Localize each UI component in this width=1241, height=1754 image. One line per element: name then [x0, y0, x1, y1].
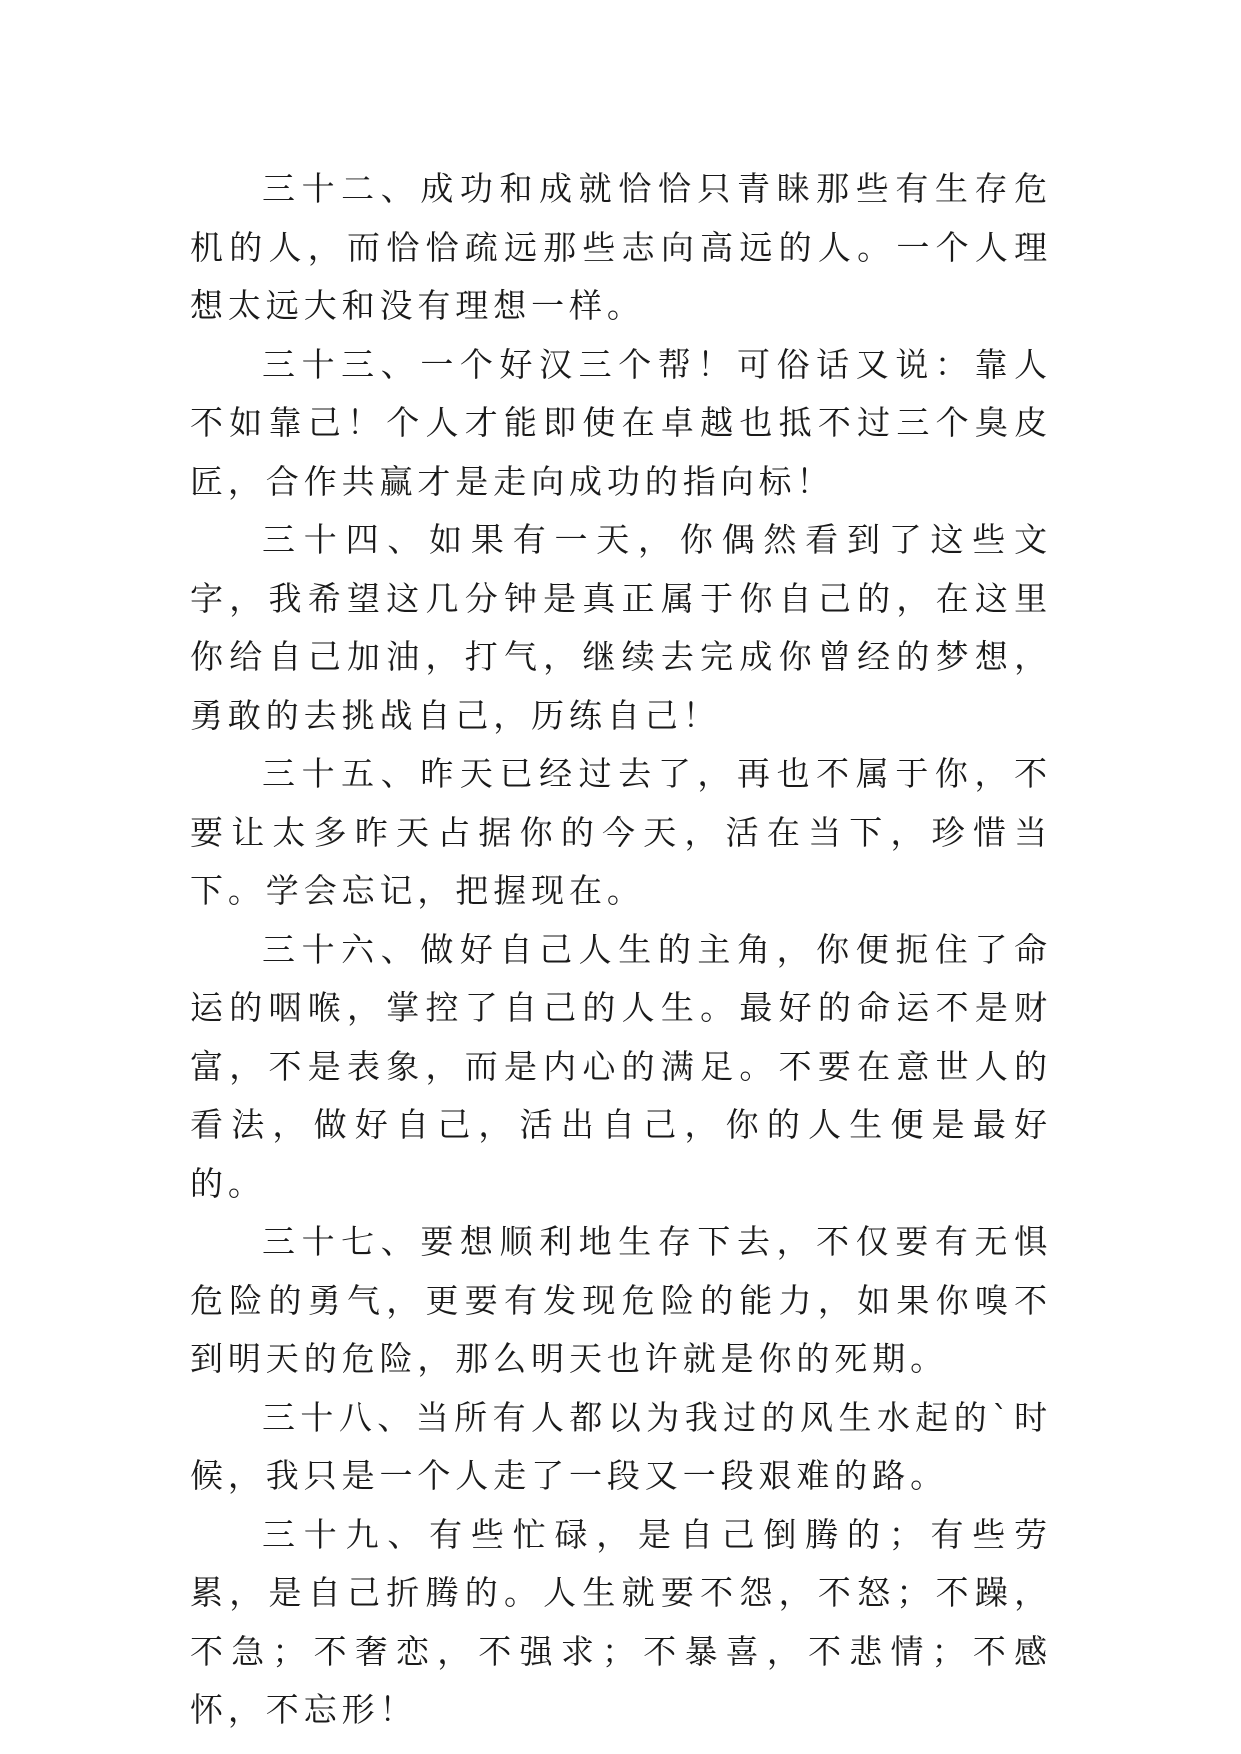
paragraph-38: 三十八、当所有人都以为我过的风生水起的`时候，我只是一个人走了一段又一段艰难的路。: [190, 1397, 1052, 1495]
paragraph-39: 三十九、有些忙碌，是自己倒腾的；有些劳累，是自己折腾的。人生就要不怨，不怒；不躁，不急；不奢恋，不强求；不暴喜，不悲情；不感怀，不忘形！: [190, 1514, 1052, 1729]
document-body: [190, 160, 1052, 1740]
paragraph-37: 三十七、要想顺利地生存下去，不仅要有无惧危险的勇气，更要有发现危险的能力，如果你嗅不到明天的危险，那么明天也许就是你的死期。: [190, 1222, 1052, 1378]
paragraph-32: 三十二、成功和成就恰恰只青睐那些有生存危机的人，而恰恰疏远那些志向高远的人。一个人理想太远大和没有理想一样。: [190, 169, 1052, 325]
paragraph-35: 三十五、昨天已经过去了，再也不属于你，不要让太多昨天占据你的今天，活在当下，珍惜当下。学会忘记，把握现在。: [190, 754, 1052, 910]
paragraph-34: 三十四、如果有一天，你偶然看到了这些文字，我希望这几分钟是真正属于你自己的，在这里你给自己加油，打气，继续去完成你曾经的梦想，勇敢的去挑战自己，历练自己！: [190, 520, 1052, 735]
paragraph-33: 三十三、一个好汉三个帮！可俗话又说：靠人不如靠己！个人才能即使在卓越也抵不过三个臭皮匠，合作共赢才是走向成功的指向标！: [190, 344, 1052, 501]
paragraph-36: 三十六、做好自己人生的主角，你便扼住了命运的咽喉，掌控了自己的人生。最好的命运不是财富，不是表象，而是内心的满足。不要在意世人的看法，做好自己，活出自己，你的人生便是最好的。: [190, 929, 1052, 1203]
